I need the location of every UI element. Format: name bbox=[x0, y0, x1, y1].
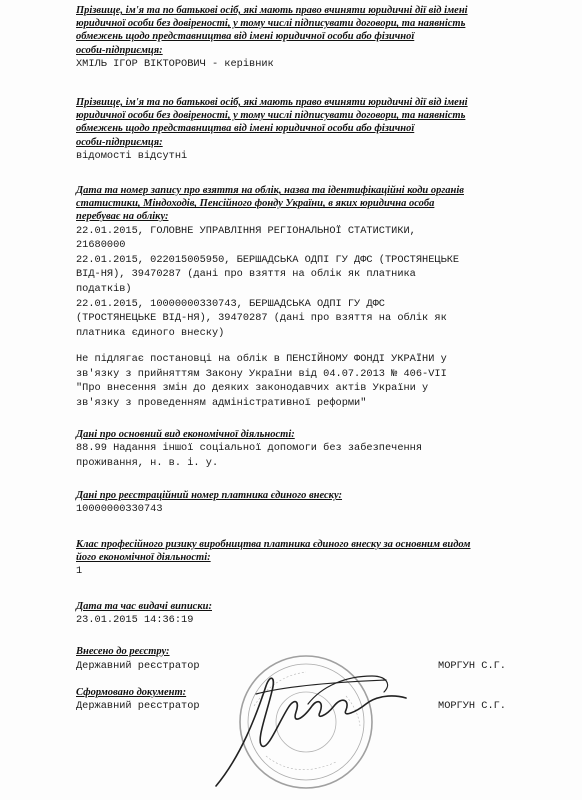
formed-label: Сформовано документ: bbox=[76, 687, 187, 698]
section-label: Дані про реєстраційний номер платника єдиного внеску: bbox=[76, 490, 343, 501]
section-risk-class bbox=[76, 538, 516, 579]
section-value: відомості відсутні bbox=[76, 149, 188, 162]
section-registration-records bbox=[76, 184, 516, 340]
section-economic-activity bbox=[76, 428, 516, 470]
section-label: Дані про основний вид економічної діяльності: bbox=[76, 429, 295, 440]
registered-label: Внесено до реєстру: bbox=[76, 646, 170, 657]
section-signatory-1 bbox=[76, 4, 516, 71]
section-value: 10000000330743 bbox=[76, 503, 163, 516]
section-issue-date bbox=[76, 600, 516, 628]
stamp-and-signature bbox=[196, 646, 436, 796]
section-label: Клас професійного ризику виробництва платника єдиного внеску за основним видом його економічної діяльності: bbox=[76, 539, 471, 564]
section-value: 22.01.2015, ГОЛОВНЕ УПРАВЛІННЯ РЕГІОНАЛЬНОЇ СТАТИСТИКИ, 21680000 22.01.2015, 022015005950, БЕРШАДСЬКА ОДПІ ГУ ДФС (ТРОСТЯНЕЦЬКЕ ВІД-НЯ), 39470287 (дані про взяття на облік як платника податків) 22.01.2015, 10000000330743, БЕРШАДСЬКА ОДПІ ГУ ДФС (ТРОСТЯНЕЦЬКЕ ВІД-НЯ), 39470287 (дані про взяття на облік як платника єдиного внеску) bbox=[76, 224, 460, 339]
registrar-role: Державний реєстратор bbox=[76, 700, 200, 712]
section-pension-fund-note bbox=[76, 352, 516, 410]
registrar-role: Державний реєстратор bbox=[76, 660, 200, 672]
stamp-icon bbox=[240, 656, 372, 788]
section-signatory-2 bbox=[76, 96, 516, 163]
section-value: ХМІЛЬ ІГОР ВІКТОРОВИЧ - керівник bbox=[76, 57, 274, 70]
section-value: 1 bbox=[76, 565, 83, 578]
section-label: Прізвище, ім'я та по батькові осіб, які мають право вчиняти юридичні дії від імені юридичної особи без довіреності, у тому числі підписувати договори, та наявність обмежень щодо представництва від імені юридичної особи або фізичної особи-підприємця: bbox=[76, 97, 468, 148]
section-label: Прізвище, ім'я та по батькові осіб, які мають право вчиняти юридичні дії від імені юридичної особи без довіреності, у тому числі підписувати договори, та наявність обмежень щодо представництва від імені юридичної особи або фізичної особи-підприємця: bbox=[76, 5, 468, 56]
section-value: Не підлягає постановці на облік в ПЕНСІЙНОМУ ФОНДІ УКРАЇНИ у зв'язку з прийняттям Закону України від 04.07.2013 № 406-VII "Про внесення змін до деяких законодавчих актів України у зв'язку з проведенням адміністративної реформи" bbox=[76, 353, 447, 409]
section-label: Дата та час видачі виписки: bbox=[76, 601, 212, 612]
registrar-name: МОРГУН С.Г. bbox=[438, 700, 506, 712]
registrar-name: МОРГУН С.Г. bbox=[438, 660, 506, 672]
section-value: 88.99 Надання іншої соціальної допомоги без забезпечення проживання, н. в. і. у. bbox=[76, 442, 423, 469]
section-label: Дата та номер запису про взяття на облік, назва та ідентифікаційні коди органів статистики, Міндоходів, Пенсійного фонду України, в яких юридична особа перебуває на обліку: bbox=[76, 185, 464, 223]
section-payer-number bbox=[76, 489, 516, 517]
section-value: 23.01.2015 14:36:19 bbox=[76, 614, 194, 627]
